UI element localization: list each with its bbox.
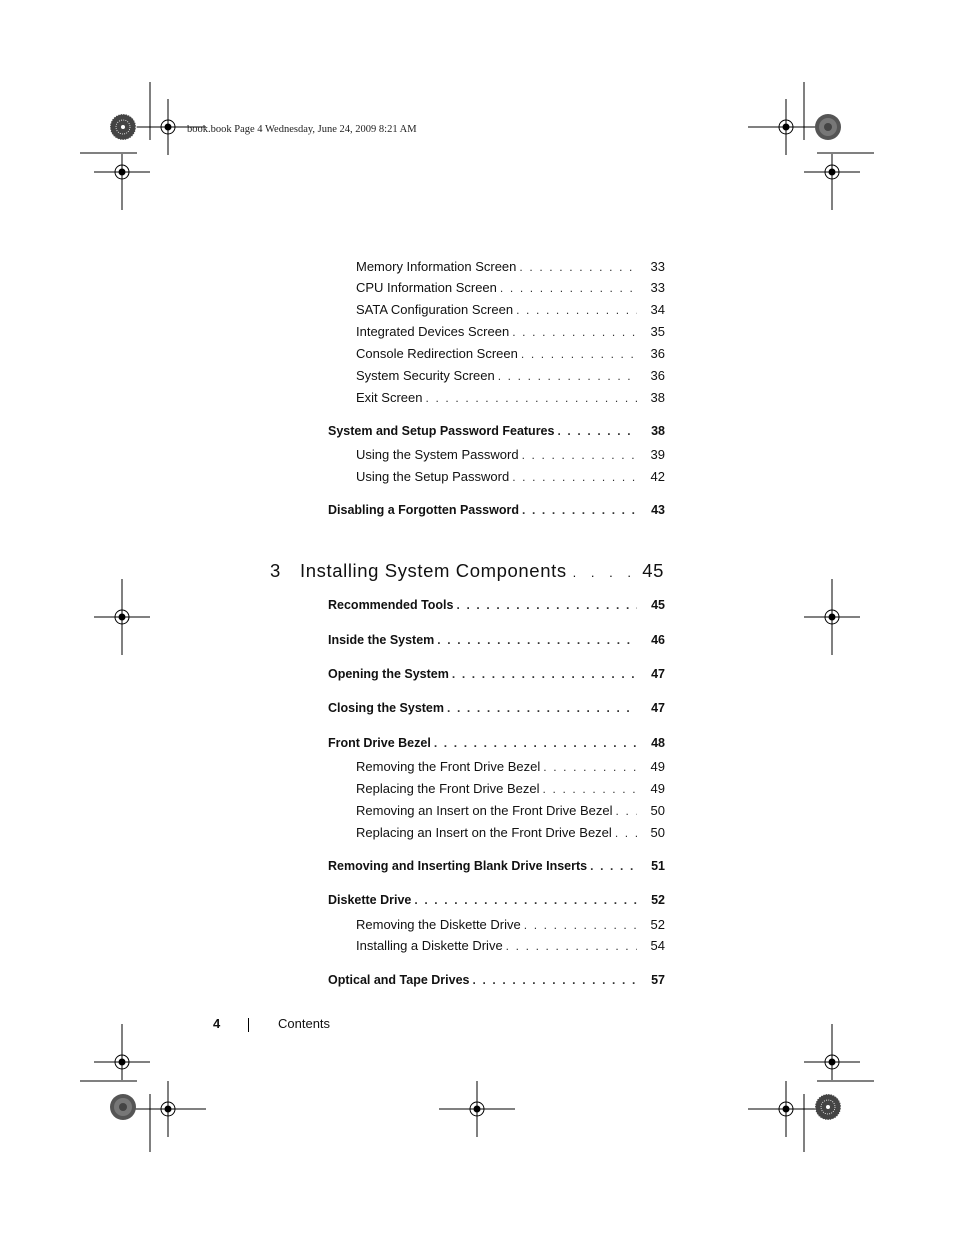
leader-dots xyxy=(472,973,637,987)
toc-entry[interactable]: Removing the Diskette Drive . . . 52 xyxy=(356,917,665,935)
leader-dots xyxy=(524,918,637,932)
toc-section-entry[interactable]: Front Drive Bezel . . . 48 xyxy=(328,736,665,754)
leader-dots xyxy=(447,701,637,715)
toc-entry[interactable]: Removing an Insert on the Front Drive Bezel . . . 50 xyxy=(356,803,665,821)
leader-dots xyxy=(512,325,637,339)
toc-entry[interactable]: Replacing the Front Drive Bezel . . . 49 xyxy=(356,781,665,799)
leader-dots xyxy=(557,424,637,438)
toc-entry[interactable]: System Security Screen . . . 36 xyxy=(356,368,665,386)
leader-dots xyxy=(498,369,637,383)
toc-section-entry[interactable]: Removing and Inserting Blank Drive Inserts . . . 51 xyxy=(328,859,665,877)
toc-section-entry[interactable]: Recommended Tools . . . 45 xyxy=(328,598,665,616)
toc-entry[interactable]: Exit Screen . . . 38 xyxy=(356,390,665,408)
leader-dots xyxy=(615,826,637,840)
leader-dots xyxy=(434,736,637,750)
leader-dots xyxy=(452,667,637,681)
toc-entry[interactable]: Integrated Devices Screen . . . 35 xyxy=(356,324,665,342)
toc-entry[interactable]: Installing a Diskette Drive . . . 54 xyxy=(356,938,665,956)
leader-dots xyxy=(512,470,637,484)
leader-dots xyxy=(516,303,637,317)
leader-dots xyxy=(456,598,637,612)
toc-section-entry[interactable]: Inside the System . . . 46 xyxy=(328,633,665,651)
chapter-title: Installing System Components xyxy=(300,560,567,581)
leader-dots xyxy=(522,503,637,517)
toc-section-entry[interactable]: Optical and Tape Drives . . . 57 xyxy=(328,973,665,991)
leader-dots xyxy=(425,391,637,405)
leader-dots xyxy=(543,760,637,774)
toc-entry[interactable]: Removing the Front Drive Bezel . . . 49 xyxy=(356,759,665,777)
toc-entry[interactable]: Using the Setup Password . . . 42 xyxy=(356,469,665,487)
toc-section-entry[interactable]: Disabling a Forgotten Password . . . 43 xyxy=(328,503,665,521)
leader-dots xyxy=(616,804,637,818)
toc-section-entry[interactable]: System and Setup Password Features . . . 38 xyxy=(328,424,665,442)
leader-dots xyxy=(437,633,637,647)
toc-section-entry[interactable]: Opening the System . . . 47 xyxy=(328,667,665,685)
leader-dots xyxy=(414,893,637,907)
leader-dots xyxy=(573,565,637,580)
footer-divider xyxy=(248,1018,249,1032)
footer-label: Contents xyxy=(278,1016,331,1031)
toc-entry[interactable]: SATA Configuration Screen . . . 34 xyxy=(356,302,665,320)
print-slug: book.book Page 4 Wednesday, June 24, 2009 8:21 AM xyxy=(187,124,417,135)
toc-section-entry[interactable]: Diskette Drive . . . 52 xyxy=(328,893,665,911)
chapter-page: 45 xyxy=(642,560,664,581)
page-number: 4 xyxy=(213,1016,221,1031)
toc-entry[interactable]: Using the System Password . . . 39 xyxy=(356,447,665,465)
leader-dots xyxy=(522,448,637,462)
leader-dots xyxy=(506,939,637,953)
leader-dots xyxy=(521,347,637,361)
toc-entry[interactable]: CPU Information Screen . . . 33 xyxy=(356,280,665,298)
leader-dots xyxy=(543,782,637,796)
leader-dots xyxy=(590,859,637,873)
chapter-number: 3 xyxy=(270,560,281,581)
leader-dots xyxy=(500,281,637,295)
toc-entry[interactable]: Console Redirection Screen . . . 36 xyxy=(356,346,665,364)
toc-entry[interactable]: Replacing an Insert on the Front Drive Bezel . . . 50 xyxy=(356,825,665,843)
toc-entry[interactable]: Memory Information Screen . . . 33 xyxy=(356,259,665,277)
leader-dots xyxy=(519,260,637,274)
toc-section-entry[interactable]: Closing the System . . . 47 xyxy=(328,701,665,719)
toc-chapter-entry[interactable] xyxy=(270,560,664,584)
